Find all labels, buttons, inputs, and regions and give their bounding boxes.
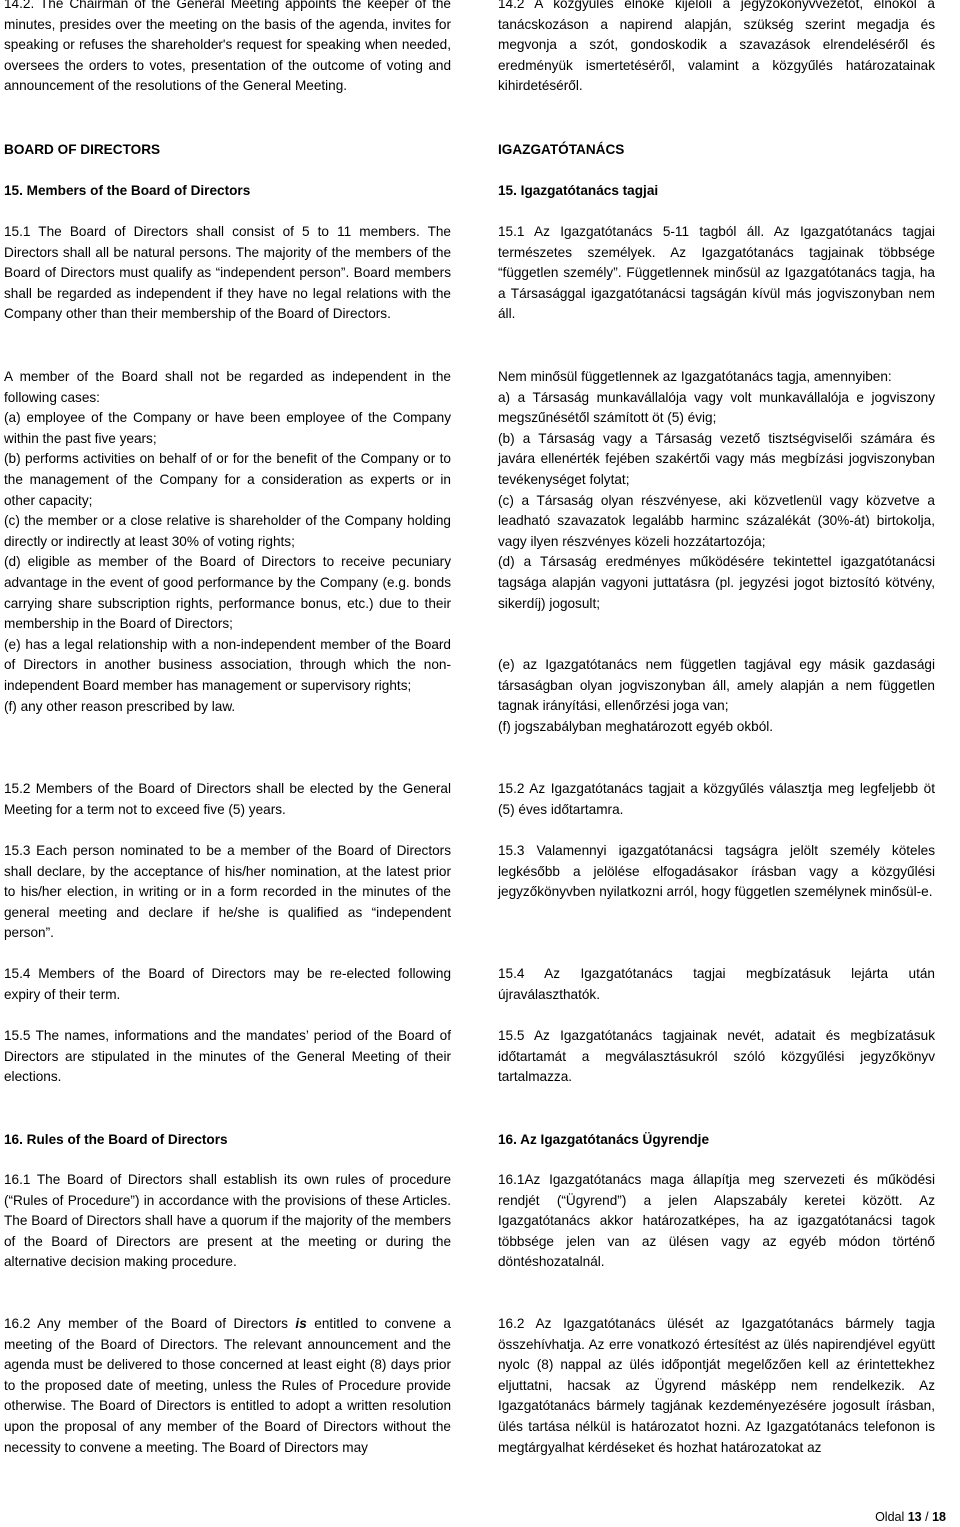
clause-15-5-en: 15.5 The names, informations and the mandates’ period of the Board of Directors are stipulated in the minutes of the General Meeting of their elections. (4, 1028, 451, 1085)
independence-case-b-hu: (b) a Társaság vagy a Társaság vezető tisztségviselői számára és javára ellenérték fejében szakértői vagy más megbízási jogviszonyban tevékenységet folytat; (498, 430, 935, 487)
independence-case-a-hu: a) a Társaság munkavállalója vagy volt munkavállalója e jogviszony megszűnésétől számított öt (5) évig; (498, 389, 935, 426)
independence-case-f: (f) any other reason prescribed by law. (4, 698, 236, 714)
page-number: Oldal 13 / 18 (875, 1510, 946, 1524)
independence-case-f-hu: (f) jogszabályban meghatározott egyéb okból. (498, 718, 774, 734)
clause-15-3-hu: 15.3 Valamennyi igazgatótanácsi tagságra jelölt személy köteles legkésőbb a jelölése elfogadásakor írásban vagy a közgyűlési jegyzőkönyvben nyilatkozni arról, hogy független személynek minősül-e. (498, 843, 935, 900)
independence-case-b: (b) performs activities on behalf of or for the benefit of the Company or to the management of the Company for a consideration as experts or in other capacity; (4, 451, 451, 508)
clause-15-3-en: 15.3 Each person nominated to be a member of the Board of Directors shall declare, by the acceptance of his/her nomination, at the latest prior to his/her election, in writing or in a form recorded in the minutes of the general meeting and declare if he/she is qualified as “independent person”. (4, 843, 451, 941)
section-15-heading-en: 15. Members of the Board of Directors (4, 183, 251, 198)
clause-16-1-hu: 16.1Az Igazgatótanács maga állapítja meg szervezeti és működési rendjét (“Ügyrend”) a jelen Alapszabály keretei között. Az Igazgatótanács akkor határozatképes, ha az igazgatótanácsi tagok többsége jelen van az ülésen vagy az egyéb módon történő döntéshozatalnál. (498, 1172, 935, 1270)
section-15-heading-hu: 15. Igazgatótanács tagjai (498, 183, 659, 198)
independence-list-hu-cont (498, 655, 935, 737)
clause-15-5-hu: 15.5 Az Igazgatótanács tagjainak nevét, adatait és megbízatásuk időtartamát a megválasztásukról szóló közgyűlési jegyzőkönyv tartalmazza. (498, 1028, 935, 1085)
independence-case-d-hu: (d) a Társaság eredményes működésére tekintettel igazgatótanácsi tagsága alapján vagyoni juttatásra (pl. jegyzési jogot biztosító kötvény, sikerdíj) jogosult; (498, 554, 935, 611)
board-heading-hu: IGAZGATÓTANÁCS (498, 142, 625, 157)
independence-case-c: (c) the member or a close relative is shareholder of the Company holding directly or indirectly at least 30% of voting rights; (4, 513, 451, 549)
independence-case-a: (a) employee of the Company or have been employee of the Company within the past five years; (4, 410, 451, 446)
board-heading-en: BOARD OF DIRECTORS (4, 142, 161, 157)
independence-case-c-hu: (c) a Társaság olyan részvényese, aki közvetlenül vagy közvetve a leadható szavazatok legalább harminc százalékát (30%-át) birtokolja, vagy ilyen részvényes közeli hozzátartozója; (498, 492, 935, 549)
clause-15-4-en: 15.4 Members of the Board of Directors may be re-elected following expiry of their term. (4, 966, 451, 1002)
independence-intro-hu: Nem minősül függetlennek az Igazgatótanács tagja, amennyiben: (498, 369, 892, 384)
independence-list-hu (498, 367, 935, 614)
clause-15-2-hu: 15.2 Az Igazgatótanács tagjait a közgyűlés választja meg legfeljebb öt (5) éves időtartamra. (498, 781, 935, 817)
clause-15-4-hu: 15.4 Az Igazgatótanács tagjai megbízatásuk lejárta után újraválaszthatók. (498, 966, 935, 1002)
clause-16-2-hu: 16.2 Az Igazgatótanács ülését az Igazgatótanács bármely tagja összehívhatja. Az erre vonatkozó értesítést az ülés napirendjével együtt nyolc (8) nappal az ülés időpontját megelőzően kell az érintettekhez eljuttatni, hacsak az Ügyrend másképp nem rendelkezik. Az Igazgatótanács bármely tagjának kezdeményezésére jogosult írásban, ülés tartása nélkül is határozatot hozni. Az Igazgatótanács telefonon is megtárgyalhat kérdéseket és hozhat határozatokat az (498, 1316, 935, 1455)
independence-case-e: (e) has a legal relationship with a non-independent member of the Board of Directors in another business association, through which the non-independent Board member has management or supervisory rights; (4, 636, 451, 693)
independence-case-d: (d) eligible as member of the Board of Directors to receive pecuniary advantage in the event of good performance by the Company (e.g. bonds carrying share subscription rights, performance bonus, etc.) due to their membership in the Board of Directors; (4, 554, 451, 632)
clause-15-1-hu: 15.1 Az Igazgatótanács 5-11 tagból áll. Az Igazgatótanács tagjai természetes személyek. Az Igazgatótanács tagjainak többsége “független személy”. Függetlennek minősül az Igazgatótanács tagja, ha a Társasággal igazgatótanácsi tagságán kívül más jogviszonyban nem áll. (498, 224, 935, 322)
section-16-heading-hu: 16. Az Igazgatótanács Ügyrendje (498, 1132, 710, 1147)
clause-16-2-en: 16.2 Any member of the Board of Directors is entitled to convene a meeting of the Board of Directors. The relevant announcement and the agenda must be delivered to those concerned at least eight (8) days prior to the proposed date of meeting, unless the Rules of Procedure provide otherwise. The Board of Directors is entitled to adopt a written resolution upon the proposal of any member of the Board of Directors without the necessity to convene a meeting. The Board of Directors may (4, 1316, 451, 1455)
clause-15-1-en: 15.1 The Board of Directors shall consist of 5 to 11 members. The Directors shall all be natural persons. The majority of the members of the Board of Directors must qualify as “independent person”. Board members shall be regarded as independent if they have no legal relations with the Company other than their membership of the Board of Directors. (4, 224, 451, 322)
clause-14-2-hu: 14.2 A közgyűlés elnöke kijelöli a jegyzőkönyvvezetőt, elnököl a tanácskozáson a napirend alapján, szükség szerint megadja és megvonja a szót, gondoskodik a szavazások elrendeléséről és eredményük ismertetéséről, valamint a közgyűlés határozatainak kihirdetéséről. (498, 0, 935, 94)
independence-list-en (4, 367, 451, 717)
clause-16-1-en: 16.1 The Board of Directors shall establish its own rules of procedure (“Rules of Procedure”) in accordance with the provisions of these Articles. The Board of Directors shall have a quorum if the majority of the members of the Board of Directors are present at the meeting or during the alternative decision making procedure. (4, 1172, 451, 1270)
independence-intro: A member of the Board shall not be regarded as independent in the following cases: (4, 369, 451, 405)
section-16-heading-en: 16. Rules of the Board of Directors (4, 1132, 228, 1147)
independence-case-e-hu: (e) az Igazgatótanács nem független tagjával egy másik gazdasági társaságban olyan jogviszonyban áll, amely alapján a nem független tagnak irányítási, ellenőrzési joga van; (498, 657, 935, 714)
clause-14-2-en: 14.2. The Chairman of the General Meeting appoints the keeper of the minutes, presides over the meeting on the basis of the agenda, invites for speaking or refuses the shareholder's request for speaking when needed, oversees the orders to votes, presentation of the outcome of voting and announcement of the resolutions of the General Meeting. (4, 0, 451, 94)
clause-15-2-en: 15.2 Members of the Board of Directors shall be elected by the General Meeting for a term not to exceed five (5) years. (4, 781, 451, 817)
